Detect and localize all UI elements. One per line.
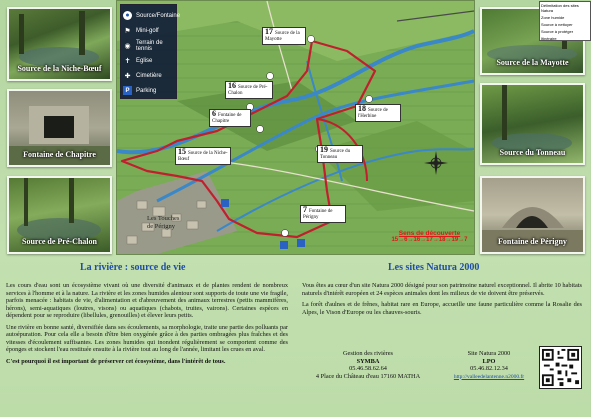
contact-lpo-link[interactable]: http://valleedelantenne.n2000.fr [453, 373, 525, 380]
map-label-name: Source de la Mayotte [265, 31, 300, 42]
photo-pre-chalon [7, 176, 112, 254]
legend-label: Parking [136, 87, 157, 94]
legend-label: Source/Fontaine [136, 12, 181, 19]
photo-caption: Source de la Niche-Bœuf [17, 64, 102, 73]
map-label-18[interactable] [355, 104, 401, 122]
minilegend-item: Source à nettoyer [541, 22, 573, 27]
photo-caption: Fontaine de Chapitre [23, 150, 96, 159]
photo-tonneau [480, 83, 585, 165]
map-label-16[interactable] [225, 81, 273, 99]
map-label-17[interactable] [262, 27, 306, 45]
river-text [6, 282, 288, 369]
minilegend-item: Itinéraire [541, 36, 557, 41]
minilegend-item: Zone humide [541, 15, 565, 20]
cemetery-icon: ✚ [124, 72, 131, 80]
contact-symba-line1: Gestion des rivières [342, 350, 393, 357]
map-town-label: Les Touches de Périgny [147, 215, 180, 230]
contact-symba-phone: 05.46.58.62.64 [349, 365, 387, 372]
photo-caption: Fontaine de Périgny [498, 237, 567, 246]
minilegend-item: Délimitation des sites Natura [541, 3, 579, 13]
map-label-number: 7 [303, 205, 307, 214]
map-label-19[interactable] [317, 145, 363, 163]
legend-row [123, 23, 174, 38]
legend-label: Cimetière [136, 72, 162, 79]
contact-lpo-phone: 05.46.82.12.34 [470, 365, 508, 372]
qr-code-icon[interactable] [539, 346, 582, 389]
route-direction [387, 230, 472, 243]
mint-icon: ⚑ [124, 27, 131, 35]
legend-row [123, 8, 181, 23]
legend-label: Mini-golf [136, 27, 159, 34]
drop-icon: ● [123, 11, 132, 20]
photo-caption: Source du Tonneau [499, 148, 566, 157]
map-label-number: 17 [265, 27, 273, 36]
contact-lpo-line1: Site Natura 2000 [467, 350, 511, 357]
parking-icon: P [123, 86, 132, 95]
river-title: La rivière : source de vie [80, 262, 186, 273]
natura-title: Les sites Natura 2000 [388, 262, 480, 273]
river-paragraph-1: Les cours d'eau sont un écosystème vivant où une diversité d'animaux et de plantes rendent de nombreux services à l'homme et à la nature. La rivière et les zones humides alentour sont supports de toute une vie fragile, parfois menacée : habitats de vie, d'alimentation et d'abreuvement des animaux terrestres (petits mammifères, hérons), semi-aquatiques (loutres, visons) ou aquatiques (chabots, truites, vairons). Certaines espèces en dépendent pour se reproduire (libellules, grenouilles) et élever leurs petits. [6, 282, 288, 319]
legend-row [123, 38, 174, 53]
contact-symba-line2: SYMBA [356, 357, 380, 365]
legend-row [123, 68, 174, 83]
legend-label: Eglise [136, 57, 153, 64]
contact-lpo-line2: LPO [482, 357, 496, 365]
river-paragraph-2: Une rivière en bonne santé, diversifiée dans ses écoulements, sa morphologie, traite une partie des polluants par autoépuration. Pour cela elle a besoin d'être bien oxygénée grâce à des parties ombragées plus fraîches et des vitesses d'écoulement suffisantes. Les zones humides qui inondent régulièrement se comportent comme des éponges et stockent l'eau restituée ensuite à la rivière tout au long de l'année, limitant les crues en aval. [6, 323, 288, 353]
map-label-7[interactable] [300, 205, 346, 223]
map-label-name: Fontaine de Chapitre [212, 113, 242, 124]
legend-label: Terrain de tennis [136, 39, 163, 52]
photo-perigny [480, 176, 585, 254]
map-label-name: Source de la Niche-Bœuf [178, 151, 228, 162]
contact-symba-address: 4 Place du Château d'eau 17160 MATHA [315, 372, 421, 380]
route-direction-sequence: 15→6→16→17→18→19→7 [391, 237, 468, 243]
map-minilegend [539, 1, 591, 41]
map-label-number: 19 [320, 145, 328, 154]
map-label-name: Source de Pré-Chalon [228, 85, 268, 96]
natura-text [302, 282, 582, 320]
natura-paragraph-2: La forêt d'aulnes et de frênes, habitat rare en Europe, accueille une faune particulière comme la Rosalie des Alpes, le Vison d'Europe ou les chauves-souris. [302, 301, 582, 316]
river-paragraph-3: C'est pourquoi il est important de préserver cet écosystème, dans l'intérêt de tous. [6, 357, 226, 365]
map-legend [120, 4, 181, 99]
map-label-15[interactable] [175, 147, 231, 165]
map-label-name: Fontaine de Périgny [303, 209, 333, 220]
map-label-number: 15 [178, 147, 186, 156]
minilegend-item: Source à protéger [541, 29, 574, 34]
legend-row [123, 53, 174, 68]
photo-niche-boeuf [7, 7, 112, 81]
map-label-number: 18 [358, 104, 366, 113]
map-label-number: 6 [212, 109, 216, 118]
route-direction-title: Sens de découverte [398, 230, 461, 237]
contact-symba [298, 350, 438, 380]
photo-caption: Source de Pré-Chalon [22, 237, 97, 246]
map-label-name: Source de l'Herbine [358, 108, 388, 119]
legend-row [123, 83, 174, 98]
natura-paragraph-1: Vous êtes au cœur d'un site Natura 2000 désigné pour son patrimoine naturel exceptionnel. Il abrite 10 habitats naturels d'intérêt européen et 24 espèces animales dont les milieux de vie doivent être préservés. [302, 282, 582, 297]
photo-chapitre [7, 89, 112, 167]
church-icon: ✝ [124, 57, 131, 65]
map[interactable] [116, 0, 579, 255]
tennis-icon: ◉ [124, 42, 131, 50]
map-label-number: 16 [228, 81, 236, 90]
compass-icon [424, 151, 448, 175]
map-label-6[interactable] [209, 109, 251, 127]
map-label-name: Source du Tonneau [320, 149, 351, 160]
photo-caption: Source de la Mayotte [496, 58, 569, 67]
contact-lpo [446, 350, 532, 381]
